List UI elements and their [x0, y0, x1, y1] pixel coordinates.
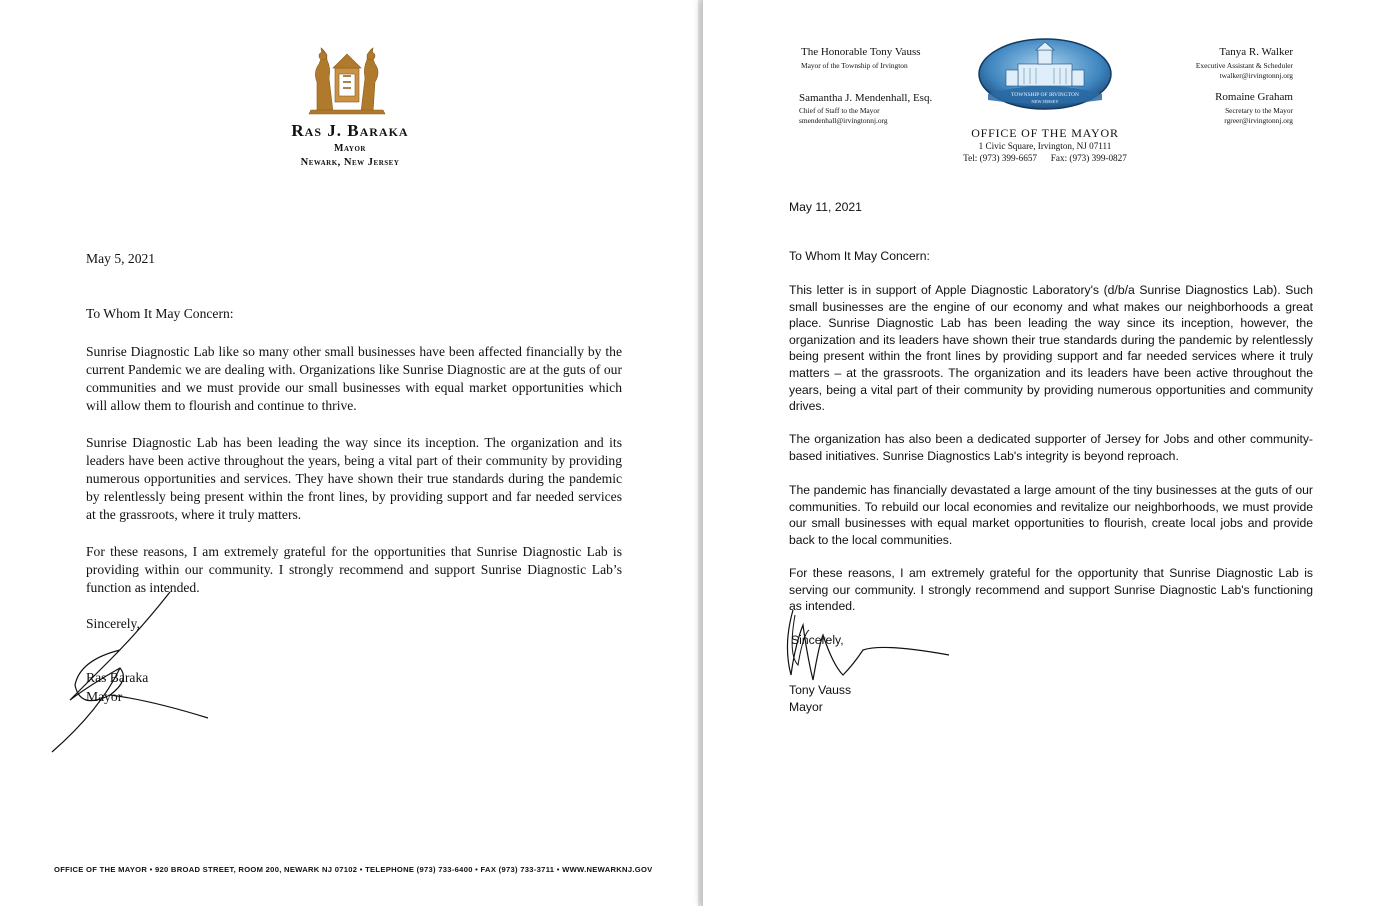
letter-date: May 5, 2021 — [86, 251, 156, 266]
body-paragraph: This letter is in support of Apple Diagnostic Laboratory's (d/b/a Sunrise Diagnostics Lab). Such small businesses are the engine of our economy and what makes our neighborhoods a great place. Sunrise Diagnostic Lab has been leading the way since its inception, however, the organization and its leaders have shown their true standards during the pandemic by relentlessly being present within the front lines by providing support and far needed services where it truly matters – at the grassroots. The organization and its leaders have been active throughout the years, being a vital part of their community by providing numerous opportunities and community drives. — [789, 283, 1313, 414]
office-address: 1 Civic Square, Irvington, NJ 07111 — [978, 141, 1112, 151]
header-chief-title: Chief of Staff to the Mayor — [799, 106, 880, 115]
header-mayor-name: The Honorable Tony Vauss — [801, 46, 921, 58]
closing: Sincerely, — [791, 633, 844, 647]
office-footer: OFFICE OF THE MAYOR • 920 BROAD STREET, ROOM 200, NEWARK NJ 07102 • TELEPHONE (973) 733-6400 • FAX (973) 733-3711 • WWW.NEWARKNJ.GOV — [54, 865, 653, 874]
signature-image — [773, 605, 963, 715]
newark-letter — [0, 0, 698, 906]
mayor-title: Mayor — [334, 143, 366, 154]
header-assistant-name: Tanya R. Walker — [1219, 46, 1293, 58]
body-paragraph: For these reasons, I am extremely grateful for the opportunities that Sunrise Diagnostic Lab is providing within our community. I strongly recommend and support Sunrise Diagnostic Lab’s function as intended. — [86, 544, 622, 595]
header-chief-name: Samantha J. Mendenhall, Esq. — [799, 92, 933, 104]
closing: Sincerely, — [86, 616, 140, 631]
header-secretary-email: rgreer@irvingtonnj.org — [1224, 116, 1293, 125]
body-paragraph: For these reasons, I am extremely grateful for the opportunity that Sunrise Diagnostic Lab is serving our community. I strongly recommend and support Sunrise Diagnostic Lab's functioning as intended. — [789, 566, 1313, 614]
body-paragraph: The pandemic has financially devastated a large amount of the tiny businesses at the guts of our communities. To rebuild our local economies and revitalize our neighborhoods, we must provide our small businesses with equal market opportunities to flourish, create local jobs and provide back to the local communities. — [789, 483, 1313, 547]
signer-name: Ras Baraka — [86, 670, 149, 685]
newark-seal-logo — [303, 42, 391, 118]
signer-title: Mayor — [789, 700, 823, 714]
header-assistant-email: twalker@irvingtonnj.org — [1219, 71, 1293, 80]
signer-name: Tony Vauss — [789, 683, 852, 697]
mayor-city: Newark, New Jersey — [300, 157, 400, 168]
signer-title: Mayor — [86, 689, 123, 704]
mayor-name-heading: Ras J. Baraka — [291, 121, 409, 140]
signature-image — [40, 590, 220, 760]
letter-date: May 11, 2021 — [789, 200, 862, 214]
body-paragraph: The organization has also been a dedicated supporter of Jersey for Jobs and other community-based initiatives. Sunrise Diagnostics Lab's integrity is beyond reproach. — [789, 432, 1313, 463]
svg-text:NEW JERSEY: NEW JERSEY — [1031, 99, 1059, 104]
office-title: OFFICE OF THE MAYOR — [971, 126, 1119, 140]
header-mayor-title: Mayor of the Township of Irvington — [801, 61, 908, 70]
office-phone: Tel: (973) 399-6657 Fax: (973) 399-0827 — [963, 153, 1127, 163]
salutation: To Whom It May Concern: — [789, 249, 930, 263]
body-paragraph: Sunrise Diagnostic Lab like so many other small businesses have been affected financially by the current Pandemic we are dealing with. Organizations like Sunrise Diagnostic are at the guts of our communities and we must provide our small businesses with equal market opportunities which will allow them to flourish and continue to thrive. — [86, 344, 622, 413]
irvington-letter — [702, 0, 1400, 906]
header-chief-email: smendenhall@irvingtonnj.org — [799, 116, 888, 125]
svg-text:TOWNSHIP OF IRVINGTON: TOWNSHIP OF IRVINGTON — [1011, 92, 1079, 98]
body-paragraph: Sunrise Diagnostic Lab has been leading the way since its inception. The organization and its leaders have been active throughout the years, being a vital part of their community by providing numerous opportunities and services. They have shown their true standards during the pandemic by relentlessly being present within the front lines, by providing support and far needed services at the grassroots, where it truly matters. — [86, 435, 622, 522]
header-secretary-title: Secretary to the Mayor — [1225, 106, 1293, 115]
header-secretary-name: Romaine Graham — [1215, 91, 1293, 103]
salutation: To Whom It May Concern: — [86, 306, 234, 321]
header-assistant-title: Executive Assistant & Scheduler — [1195, 61, 1293, 70]
irvington-seal-logo — [978, 38, 1112, 110]
